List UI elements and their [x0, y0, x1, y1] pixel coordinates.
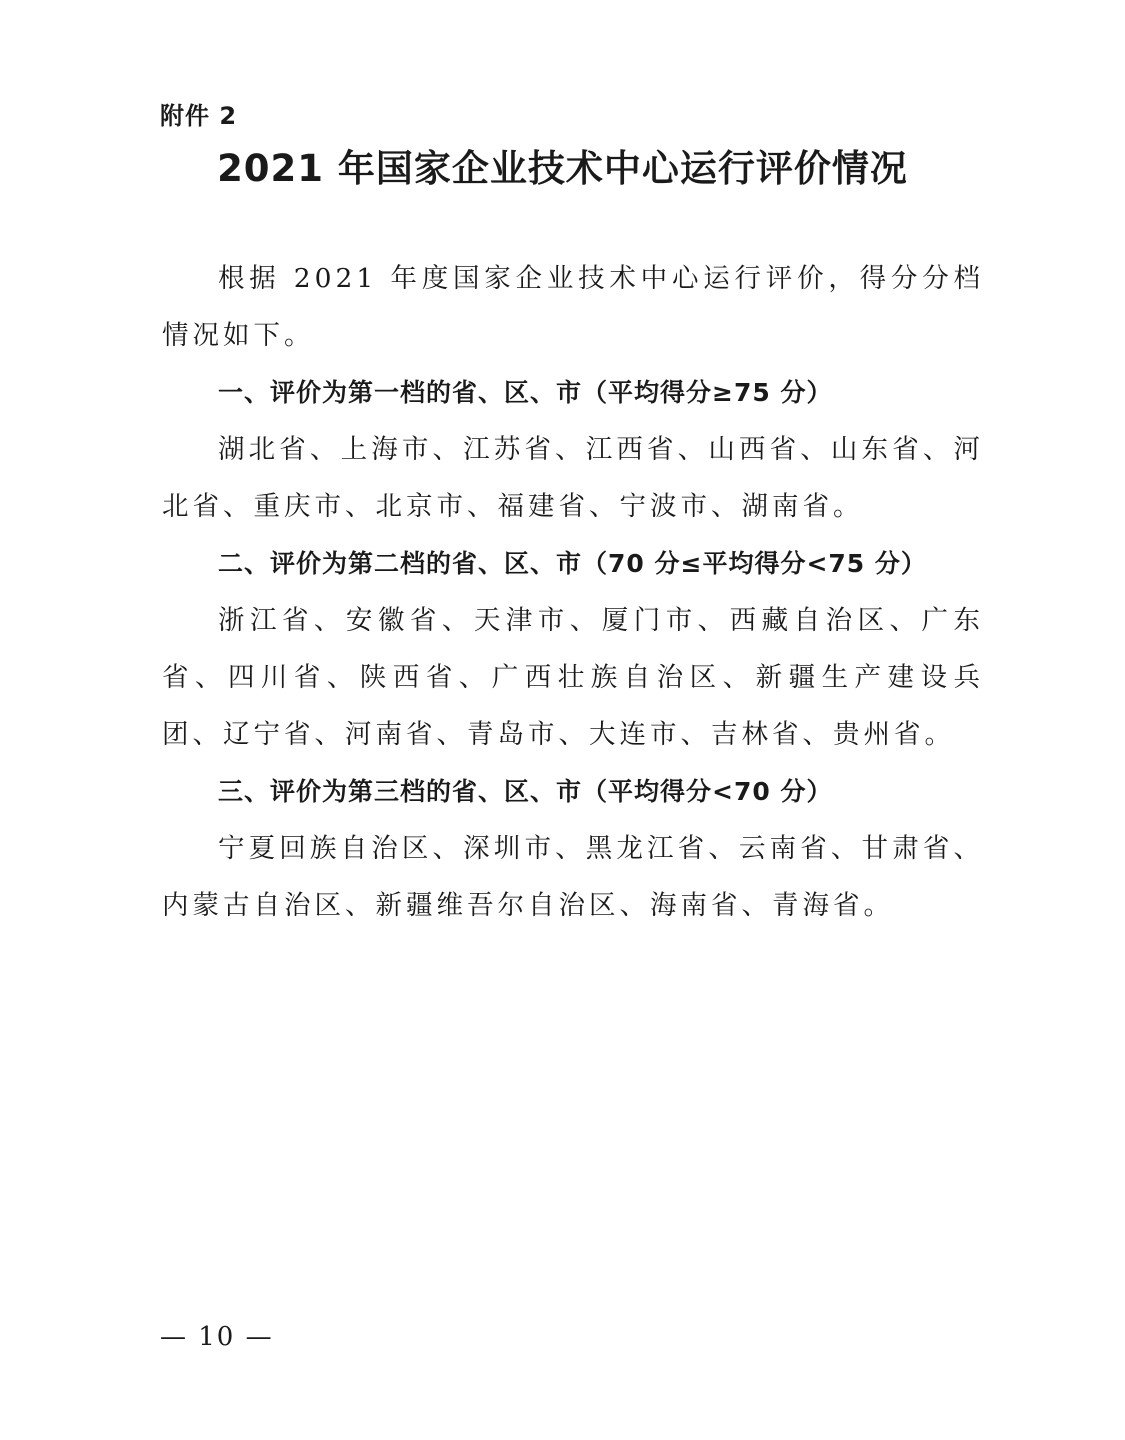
section-items-tier-3: 宁夏回族自治区、深圳市、黑龙江省、云南省、甘肃省、内蒙古自治区、新疆维吾尔自治区、海南省、青海省。 — [162, 833, 984, 921]
attachment-label: 附件 2 — [160, 102, 238, 130]
document-body — [162, 250, 984, 934]
section-heading-tier-2: 二、评价为第二档的省、区、市（70 分≤平均得分<75 分） — [218, 549, 927, 578]
page-number: — 10 — — [160, 1322, 274, 1352]
document-title: 2021 年国家企业技术中心运行评价情况 — [217, 147, 908, 190]
intro-paragraph: 根据 2021 年度国家企业技术中心运行评价，得分分档情况如下。 — [162, 263, 984, 351]
section-items-tier-2: 浙江省、安徽省、天津市、厦门市、西藏自治区、广东省、四川省、陕西省、广西壮族自治区、新疆生产建设兵团、辽宁省、河南省、青岛市、大连市、吉林省、贵州省。 — [162, 605, 984, 750]
section-items-tier-1: 湖北省、上海市、江苏省、江西省、山西省、山东省、河北省、重庆市、北京市、福建省、宁波市、湖南省。 — [162, 434, 984, 522]
section-heading-tier-3: 三、评价为第三档的省、区、市（平均得分<70 分） — [218, 777, 833, 806]
section-heading-tier-1: 一、评价为第一档的省、区、市（平均得分≥75 分） — [218, 378, 833, 407]
